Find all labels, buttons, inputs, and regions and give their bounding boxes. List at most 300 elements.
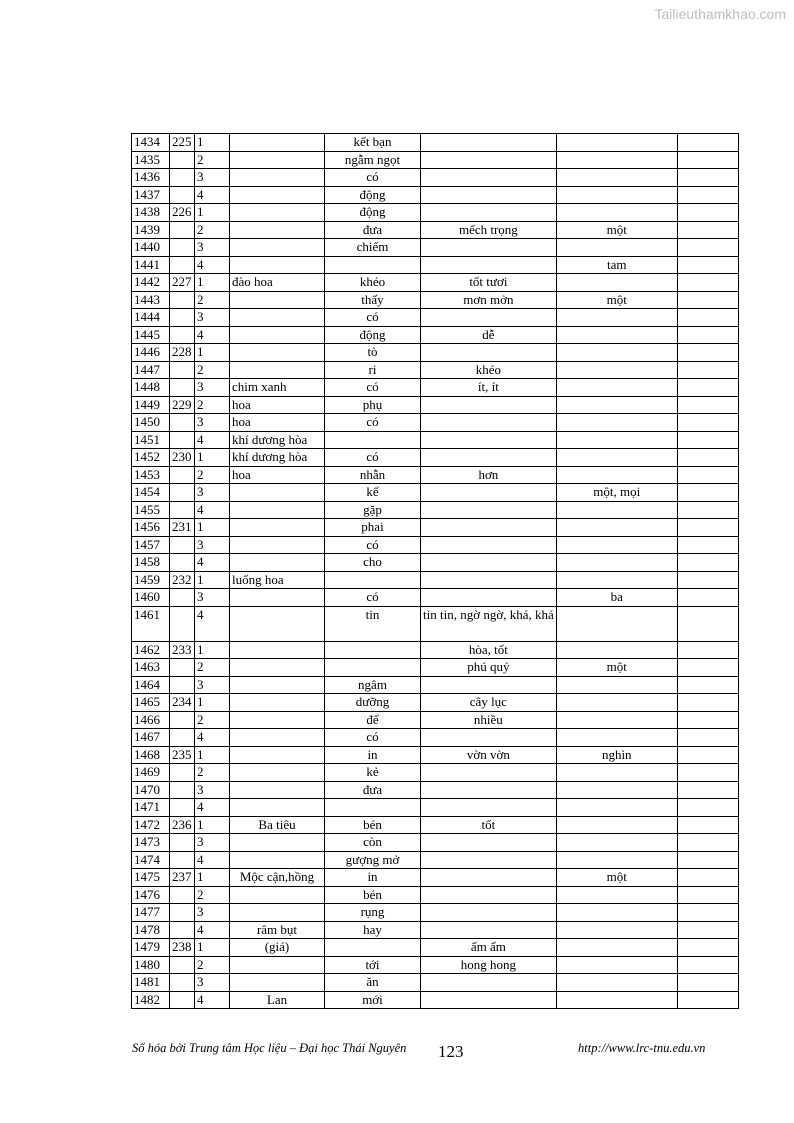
table-cell: [170, 676, 195, 694]
table-cell: [677, 641, 738, 659]
table-cell: khí dương hòa: [230, 431, 325, 449]
table-cell: [325, 799, 421, 817]
table-cell: [556, 781, 677, 799]
table-cell: [421, 851, 557, 869]
table-cell: 1464: [132, 676, 170, 694]
table-cell: 2: [195, 764, 230, 782]
table-cell: ngâm: [325, 676, 421, 694]
table-cell: 2: [195, 221, 230, 239]
table-cell: 1: [195, 869, 230, 887]
table-cell: [421, 414, 557, 432]
table-cell: 3: [195, 781, 230, 799]
table-cell: 2: [195, 711, 230, 729]
table-cell: [556, 431, 677, 449]
table-cell: [556, 344, 677, 362]
table-cell: tốt tươi: [421, 274, 557, 292]
table-row: [132, 729, 739, 747]
table-cell: 2: [195, 956, 230, 974]
table-cell: [170, 291, 195, 309]
table-row: [132, 169, 739, 187]
table-cell: tới: [325, 956, 421, 974]
table-cell: [421, 519, 557, 537]
table-row: [132, 186, 739, 204]
table-cell: 4: [195, 729, 230, 747]
table-row: [132, 694, 739, 712]
table-cell: [170, 169, 195, 187]
table-cell: [230, 904, 325, 922]
table-cell: [230, 606, 325, 641]
table-row: [132, 799, 739, 817]
table-cell: [170, 536, 195, 554]
table-cell: [170, 186, 195, 204]
table-cell: 1: [195, 816, 230, 834]
table-cell: [556, 519, 677, 537]
table-cell: [677, 274, 738, 292]
table-cell: [230, 711, 325, 729]
table-body: [132, 134, 739, 1009]
table-cell: 1: [195, 204, 230, 222]
table-cell: ri: [325, 361, 421, 379]
table-row: [132, 466, 739, 484]
table-cell: [170, 659, 195, 677]
table-cell: kết bạn: [325, 134, 421, 152]
table-cell: đưa: [325, 221, 421, 239]
table-cell: [170, 326, 195, 344]
table-cell: [421, 904, 557, 922]
table-cell: [230, 204, 325, 222]
table-cell: [230, 659, 325, 677]
table-cell: 238: [170, 939, 195, 957]
table-cell: 1481: [132, 974, 170, 992]
table-row: [132, 449, 739, 467]
table-cell: [230, 799, 325, 817]
table-cell: 1480: [132, 956, 170, 974]
table-cell: chiếm: [325, 239, 421, 257]
table-cell: [230, 834, 325, 852]
table-cell: tốt: [421, 816, 557, 834]
table-cell: 3: [195, 169, 230, 187]
table-cell: 1471: [132, 799, 170, 817]
table-cell: 1434: [132, 134, 170, 152]
table-cell: 1467: [132, 729, 170, 747]
table-cell: khéo: [325, 274, 421, 292]
table-cell: 4: [195, 606, 230, 641]
table-cell: [230, 501, 325, 519]
table-cell: 4: [195, 799, 230, 817]
table-row: [132, 239, 739, 257]
table-cell: [230, 134, 325, 152]
table-cell: 2: [195, 886, 230, 904]
table-cell: [230, 694, 325, 712]
table-row: [132, 641, 739, 659]
table-row: [132, 256, 739, 274]
table-cell: [677, 974, 738, 992]
table-cell: mơn mởn: [421, 291, 557, 309]
table-cell: [325, 571, 421, 589]
table-cell: [230, 676, 325, 694]
table-cell: 4: [195, 501, 230, 519]
table-cell: một, mọi: [556, 484, 677, 502]
table-cell: [170, 956, 195, 974]
table-cell: khéo: [421, 361, 557, 379]
table-row: [132, 344, 739, 362]
table-cell: [421, 554, 557, 572]
table-cell: [556, 169, 677, 187]
table-cell: hơn: [421, 466, 557, 484]
table-cell: 4: [195, 554, 230, 572]
table-cell: [556, 606, 677, 641]
table-cell: [677, 851, 738, 869]
table-cell: [556, 571, 677, 589]
table-cell: [556, 239, 677, 257]
table-cell: [677, 484, 738, 502]
table-cell: [421, 764, 557, 782]
table-cell: 1: [195, 746, 230, 764]
table-cell: 4: [195, 256, 230, 274]
table-cell: 1465: [132, 694, 170, 712]
table-cell: 2: [195, 361, 230, 379]
table-cell: [677, 326, 738, 344]
table-row: [132, 414, 739, 432]
table-cell: [421, 186, 557, 204]
table-cell: [556, 151, 677, 169]
table-cell: 1453: [132, 466, 170, 484]
table-cell: [677, 799, 738, 817]
table-cell: 1: [195, 134, 230, 152]
table-cell: 3: [195, 239, 230, 257]
table-cell: 3: [195, 834, 230, 852]
table-cell: [325, 659, 421, 677]
table-cell: [556, 694, 677, 712]
table-cell: [230, 589, 325, 607]
table-cell: Lan: [230, 991, 325, 1009]
table-cell: [230, 256, 325, 274]
table-cell: [556, 326, 677, 344]
table-cell: [170, 921, 195, 939]
table-cell: 1454: [132, 484, 170, 502]
footer-link[interactable]: http://www.lrc-tnu.edu.vn: [578, 1041, 706, 1055]
table-cell: dưỡng: [325, 694, 421, 712]
table-cell: 1457: [132, 536, 170, 554]
table-cell: [170, 606, 195, 641]
table-cell: [677, 554, 738, 572]
table-row: [132, 309, 739, 327]
table-cell: [325, 431, 421, 449]
table-row: [132, 904, 739, 922]
table-cell: phụ: [325, 396, 421, 414]
table-cell: 1458: [132, 554, 170, 572]
table-row: [132, 921, 739, 939]
table-cell: [421, 431, 557, 449]
table-cell: [421, 781, 557, 799]
table-cell: [421, 571, 557, 589]
table-row: [132, 886, 739, 904]
table-cell: ít, ít: [421, 379, 557, 397]
table-cell: [421, 344, 557, 362]
table-cell: [556, 641, 677, 659]
table-row: [132, 589, 739, 607]
table-row: [132, 536, 739, 554]
table-cell: [556, 834, 677, 852]
table-row: [132, 204, 739, 222]
table-cell: [677, 659, 738, 677]
table-cell: [556, 886, 677, 904]
table-cell: động: [325, 204, 421, 222]
table-cell: 3: [195, 484, 230, 502]
table-cell: 235: [170, 746, 195, 764]
table-cell: cây lục: [421, 694, 557, 712]
table-cell: [421, 449, 557, 467]
table-cell: 4: [195, 431, 230, 449]
table-cell: kể: [325, 484, 421, 502]
table-cell: [325, 256, 421, 274]
footer-credit: Số hóa bởi Trung tâm Học liệu – Đại học Thái Nguyên: [132, 1041, 407, 1055]
table-cell: [677, 151, 738, 169]
table-cell: [170, 379, 195, 397]
table-row: [132, 571, 739, 589]
table-cell: 1468: [132, 746, 170, 764]
table-cell: 1440: [132, 239, 170, 257]
table-row: [132, 939, 739, 957]
table-cell: [556, 956, 677, 974]
table-cell: 1436: [132, 169, 170, 187]
table-cell: [170, 886, 195, 904]
table-cell: [230, 221, 325, 239]
table-cell: [556, 379, 677, 397]
table-cell: [230, 326, 325, 344]
table-cell: [421, 256, 557, 274]
table-cell: [170, 729, 195, 747]
table-cell: ba: [556, 589, 677, 607]
table-cell: [677, 291, 738, 309]
table-cell: có: [325, 589, 421, 607]
table-cell: [170, 904, 195, 922]
table-cell: [170, 711, 195, 729]
table-cell: 1469: [132, 764, 170, 782]
table-row: [132, 676, 739, 694]
table-cell: 1466: [132, 711, 170, 729]
table-cell: tò: [325, 344, 421, 362]
table-row: [132, 431, 739, 449]
table-cell: 1448: [132, 379, 170, 397]
table-row: [132, 361, 739, 379]
table-cell: để: [325, 711, 421, 729]
table-cell: có: [325, 414, 421, 432]
table-row: [132, 711, 739, 729]
table-cell: mới: [325, 991, 421, 1009]
table-cell: 1443: [132, 291, 170, 309]
table-cell: 1446: [132, 344, 170, 362]
table-cell: 3: [195, 589, 230, 607]
table-row: [132, 554, 739, 572]
table-cell: 229: [170, 396, 195, 414]
table-cell: [421, 536, 557, 554]
table-cell: 3: [195, 536, 230, 554]
table-cell: 1470: [132, 781, 170, 799]
table-cell: 1: [195, 449, 230, 467]
table-cell: 1456: [132, 519, 170, 537]
table-cell: [170, 974, 195, 992]
table-cell: (giá): [230, 939, 325, 957]
table-row: [132, 326, 739, 344]
table-cell: hoa: [230, 396, 325, 414]
table-cell: [230, 309, 325, 327]
table-cell: [170, 554, 195, 572]
table-cell: [230, 886, 325, 904]
table-cell: bén: [325, 816, 421, 834]
table-cell: [421, 309, 557, 327]
table-cell: [170, 484, 195, 502]
table-cell: gượng mở: [325, 851, 421, 869]
table-cell: [170, 239, 195, 257]
table-cell: [677, 221, 738, 239]
table-row: [132, 746, 739, 764]
table-cell: [556, 466, 677, 484]
table-cell: phai: [325, 519, 421, 537]
table-row: [132, 221, 739, 239]
table-row: [132, 519, 739, 537]
table-cell: [230, 151, 325, 169]
table-cell: 1451: [132, 431, 170, 449]
table-cell: [170, 309, 195, 327]
table-cell: tin tin, ngờ ngờ, khá, khá: [421, 606, 557, 641]
table-cell: cho: [325, 554, 421, 572]
table-cell: 1: [195, 939, 230, 957]
table-cell: [677, 834, 738, 852]
table-cell: [677, 694, 738, 712]
table-cell: [170, 589, 195, 607]
table-cell: 1449: [132, 396, 170, 414]
table-cell: [556, 939, 677, 957]
table-cell: hoa: [230, 466, 325, 484]
table-cell: 1437: [132, 186, 170, 204]
table-cell: [230, 641, 325, 659]
table-cell: đưa: [325, 781, 421, 799]
table-cell: khí dương hòa: [230, 449, 325, 467]
table-cell: 2: [195, 396, 230, 414]
table-cell: [421, 239, 557, 257]
table-cell: [677, 816, 738, 834]
table-cell: có: [325, 449, 421, 467]
table-cell: [556, 309, 677, 327]
table-cell: 3: [195, 379, 230, 397]
table-cell: [677, 589, 738, 607]
table-cell: 1482: [132, 991, 170, 1009]
table-cell: [556, 816, 677, 834]
table-cell: [677, 169, 738, 187]
table-cell: 3: [195, 309, 230, 327]
table-cell: mếch trọng: [421, 221, 557, 239]
table-row: [132, 291, 739, 309]
table-cell: [677, 134, 738, 152]
table-cell: 231: [170, 519, 195, 537]
table-cell: có: [325, 309, 421, 327]
table-cell: 225: [170, 134, 195, 152]
table-cell: có: [325, 379, 421, 397]
table-cell: 1: [195, 694, 230, 712]
table-cell: 1441: [132, 256, 170, 274]
table-cell: in: [325, 869, 421, 887]
table-cell: [677, 344, 738, 362]
table-cell: [170, 851, 195, 869]
table-cell: in: [325, 746, 421, 764]
table-cell: thấy: [325, 291, 421, 309]
table-cell: [230, 536, 325, 554]
table-row: [132, 484, 739, 502]
table-cell: [677, 991, 738, 1009]
table-row: [132, 151, 739, 169]
table-cell: Ba tiêu: [230, 816, 325, 834]
table-cell: [556, 851, 677, 869]
table-cell: 1479: [132, 939, 170, 957]
table-cell: [677, 746, 738, 764]
table-cell: 1459: [132, 571, 170, 589]
table-cell: [556, 204, 677, 222]
table-cell: [677, 431, 738, 449]
table-cell: kẻ: [325, 764, 421, 782]
table-cell: dễ: [421, 326, 557, 344]
table-cell: [421, 396, 557, 414]
table-cell: Mộc cận,hồng: [230, 869, 325, 887]
table-row: [132, 659, 739, 677]
page-number: 123: [438, 1042, 464, 1061]
table-cell: [170, 361, 195, 379]
table-cell: 1: [195, 344, 230, 362]
table-cell: [677, 571, 738, 589]
table-cell: [230, 169, 325, 187]
table-cell: [230, 851, 325, 869]
table-cell: [677, 361, 738, 379]
table-cell: [556, 536, 677, 554]
table-row: [132, 379, 739, 397]
table-cell: [325, 641, 421, 659]
table-cell: [230, 956, 325, 974]
table-cell: động: [325, 186, 421, 204]
table-cell: 1438: [132, 204, 170, 222]
table-cell: 1445: [132, 326, 170, 344]
table-cell: hong hong: [421, 956, 557, 974]
table-row: [132, 834, 739, 852]
table-cell: [170, 799, 195, 817]
table-cell: 4: [195, 991, 230, 1009]
table-cell: [556, 711, 677, 729]
table-row: [132, 134, 739, 152]
table-cell: [230, 239, 325, 257]
table-cell: hay: [325, 921, 421, 939]
table-cell: [421, 501, 557, 519]
table-row: [132, 274, 739, 292]
table-cell: [421, 484, 557, 502]
table-cell: 230: [170, 449, 195, 467]
table-cell: [677, 939, 738, 957]
table-cell: [677, 239, 738, 257]
table-cell: 226: [170, 204, 195, 222]
table-cell: ấm ấm: [421, 939, 557, 957]
table-cell: hòa, tốt: [421, 641, 557, 659]
table-cell: hoa: [230, 414, 325, 432]
table-row: [132, 956, 739, 974]
table-cell: 3: [195, 974, 230, 992]
table-cell: [170, 431, 195, 449]
table-cell: [677, 379, 738, 397]
table-cell: [170, 256, 195, 274]
table-cell: 1461: [132, 606, 170, 641]
table-cell: [556, 729, 677, 747]
table-cell: 1478: [132, 921, 170, 939]
table-cell: [677, 186, 738, 204]
table-cell: râm bụt: [230, 921, 325, 939]
table-cell: [556, 274, 677, 292]
